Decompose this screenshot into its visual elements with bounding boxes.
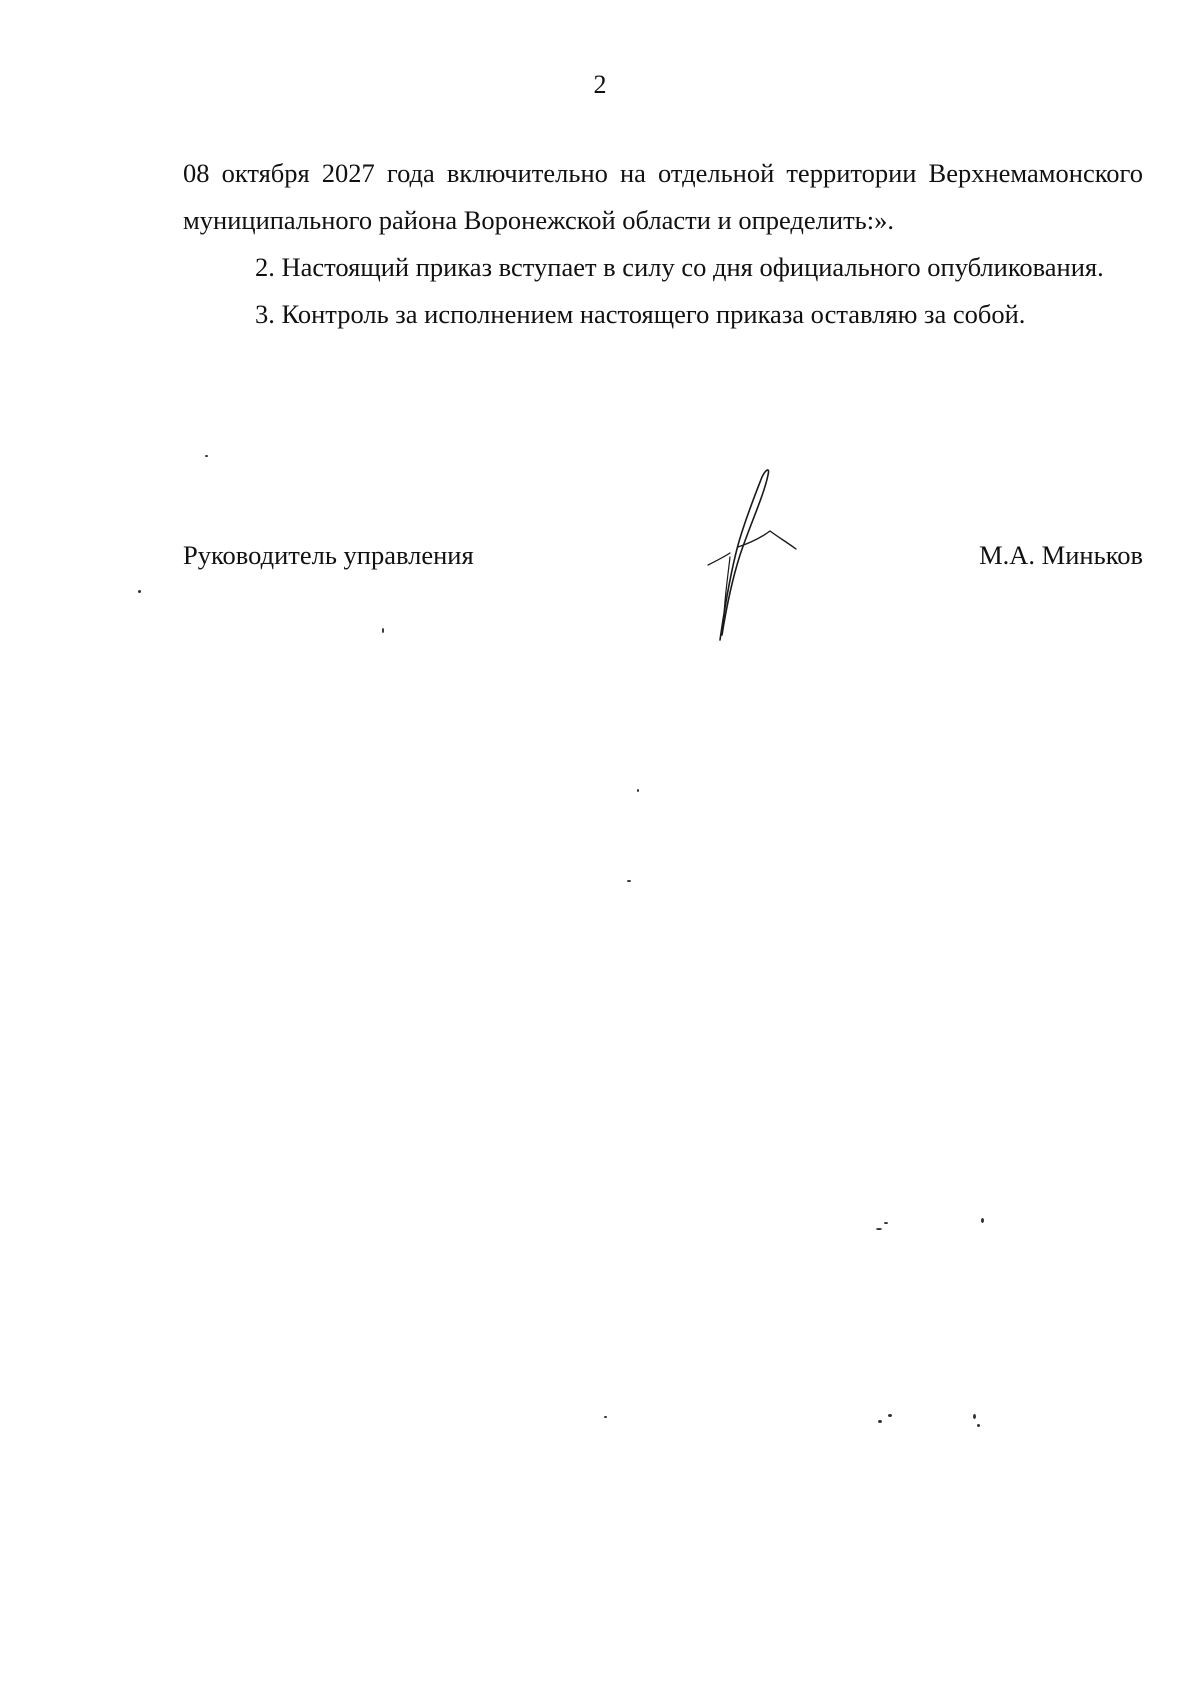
signer-name: М.А. Миньков <box>979 540 1143 570</box>
scan-speck <box>884 1222 888 1224</box>
signature-block <box>183 540 1143 580</box>
handwritten-signature-icon <box>700 465 800 645</box>
page-number: 2 <box>593 70 607 99</box>
scan-speck <box>888 1414 892 1417</box>
position-title: Руководитель управления <box>183 540 474 570</box>
scan-speck <box>878 1420 882 1423</box>
scan-speck <box>981 1218 984 1223</box>
paragraph-continuation: 08 октября 2027 года включительно на отдельной территории Верхнемамонского муниципального района Воронежской области и определить:». <box>183 158 1143 235</box>
scan-speck <box>973 1414 976 1419</box>
scan-speck <box>604 1416 607 1418</box>
scan-speck <box>627 880 631 882</box>
scan-speck <box>205 455 208 457</box>
scan-speck <box>382 628 384 633</box>
scan-speck <box>637 789 639 792</box>
paragraph-effective-date: 2. Настоящий приказ вступает в силу со дня официального опубликования. <box>255 252 1104 282</box>
document-body <box>183 150 1143 338</box>
scan-speck <box>138 590 141 593</box>
scan-speck <box>876 1228 882 1230</box>
paragraph-control: 3. Контроль за исполнением настоящего приказа оставляю за собой. <box>255 299 1026 329</box>
scan-speck <box>977 1424 980 1427</box>
